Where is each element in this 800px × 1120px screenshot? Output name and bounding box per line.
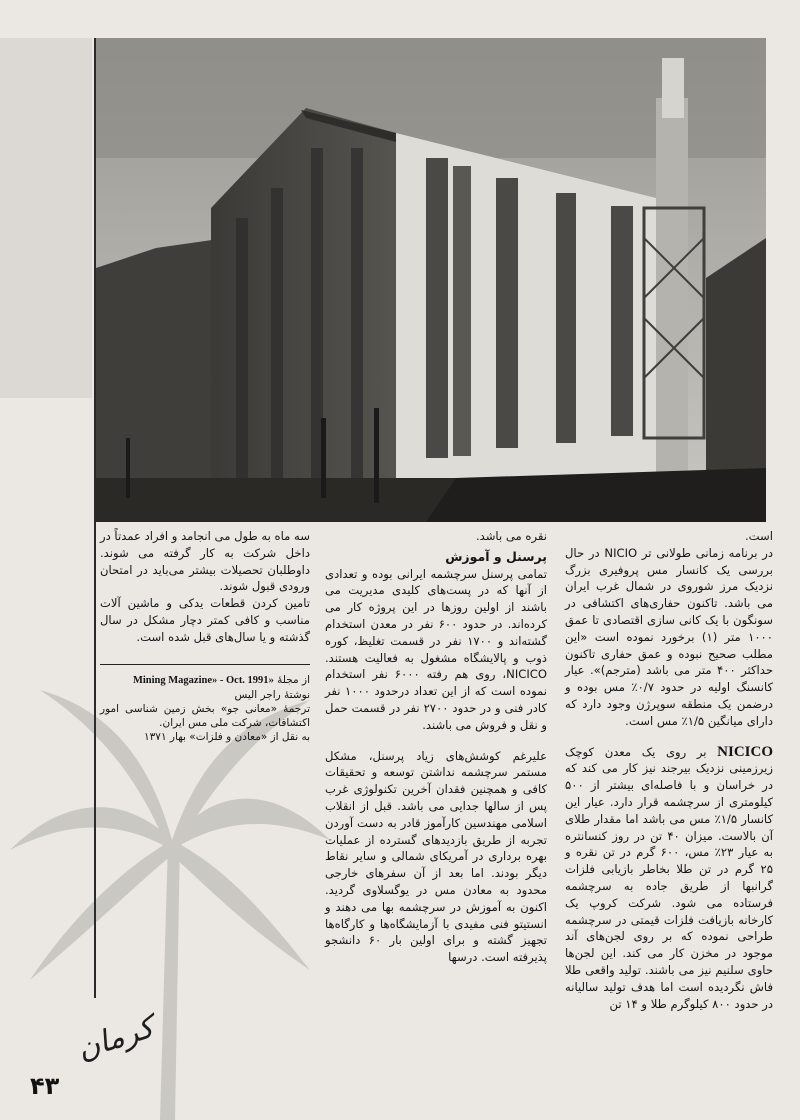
paragraph-courses: سه ماه به طول می انجامد و افراد عمدتاً در داخل شرکت به کار گرفته می شوند. داوطلبان تحصیلات بیشتر می‌باید در امتحان ورودی قبول شوند.	[99, 529, 310, 594]
paragraph-training: علیرغم کوشش‌های زیاد پرسنل، مشکل مستمر سرچشمه نداشتن توسعه و تحقیقات کافی و همچنین فقدان آخرین تکنولوژی غرب پس از سالها جدایی می باشد. قبل از انقلاب اسلامی مهندسین کارآموز قادر به دست آوردن تجربه از طریق بازدیدهای گسترده از عملیات بهره برداری در آمریکای شمالی و سایر نقاط دیگر بودند. اما بعد از آن سفرهای خارجی محدود به معادن مس در یوگسلاوی گردید. اکنون به آموزش در سرچشمه بها می دهند و انستیتو فنی مفیدی با آزمایشگاه‌ها و کارگاه‌ها تجهیز گشته و برای اولین بار ۶۰ دانشجو پذیرفته است. درسها	[325, 748, 547, 965]
source-reprint: به نقل از «معادن و فلزات» بهار ۱۳۷۱	[144, 730, 310, 743]
kerman-logo: کرمان	[72, 1009, 159, 1068]
text-column-middle	[325, 528, 547, 966]
page-number: ۴۳	[30, 1072, 60, 1100]
paragraph-personnel: تمامی پرسنل سرچشمه ایرانی بوده و تعدادی از آنها که در پست‌های کلیدی مدیریت می باشند از اولین روزها در این پروژه کار می کرده‌اند. در حدود ۶۰۰ نفر در معدن استخدام گشته‌اند و ۱۷۰۰ نفر در قسمت تغلیظ، کوره ذوب و پالایشگاه مشغول به فعالیت هستند. NICICO، روی هم رفته ۶۰۰۰ نفر استخدام نموده است که از این تعداد درحدود ۱۰۰۰ نفر کادر فنی و در حدود ۲۷۰۰ نفر در قسمت حمل و نقل و فروش می باشند.	[325, 566, 547, 732]
source-credits	[100, 673, 310, 744]
factory-building-photo	[96, 38, 766, 522]
source-author: نوشتهٔ راجر الیس	[234, 688, 310, 701]
text-column-left	[100, 528, 310, 744]
paragraph-body: بر روی یک معدن کوچک زیرزمینی نزدیک بیرجند نیز کار می کند که در خراسان و با فاصله‌ای بیشتر از ۵۰۰ کیلومتری از سرچشمه قرار دارد. عیار این کانسار ۱/۵٪ مس می باشد اما مقدار طلای آن بالاست. میزان ۴۰ تن در روز کنسانتره به عیار ۲۳٪ مس، ۶۰۰ گرم در تن نقره و ۲۵ گرم در تن طلا بخاطر بازیابی فلزات گرانبها از طریق جاده به سرچشمه فرستاده می شود. شرکت کروپ یک کارخانه بازیافت فلزات قیمتی در سرچشمه طراحی نموده که بر روی لجن‌های آند موجود در مخزن کار می کند. این لجن‌ها حاوی سلنیم نیز می باشند. تولید واقعی طلا فاش نگردیده است اما هدف تولید سالیانه در حدود ۸۰۰ کیلوگرم طلا و ۱۴ تن	[565, 744, 773, 1011]
section-heading-personnel: پرسنل و آموزش	[445, 548, 547, 564]
paragraph-nicico-birjand	[565, 744, 773, 1013]
paragraph-carryover: است.	[744, 529, 773, 543]
text-column-right	[565, 528, 773, 1012]
source-divider	[100, 664, 310, 665]
paragraph-sungun: در برنامه زمانی طولانی تر NICIO در حال بررسی یک کانسار مس پروفیری بزرگ نزدیک مرز شوروی در شمال غرب ایران می باشد. تاکنون حفاری‌های اکتشافی در سونگون با یک کانی سازی اقتصادی تا عمق ۱۰۰۰ متر (۱) برخورد نموده است «این مطلب صحیح نبوده و عمق حفاری تاکنون حداکثر ۴۰۰ متر می باشد (مترجم)». عیار کانسنگ اولیه در حدود ۰/۷٪ مس بوده و درضمن یک منطقه سوپرژن وجود دارد که دارای میانگین ۱/۵٪ مس است.	[565, 545, 774, 728]
source-translator: ترجمهٔ «معانی جو» بخش زمین شناسی امور اکتشافات، شرکت ملی مس ایران.	[100, 702, 310, 729]
source-magazine: از مجلهٔ «Mining Magazine» - Oct. 1991	[132, 673, 310, 686]
facing-page-bleed	[0, 38, 92, 398]
lead-word: NICICO	[717, 743, 773, 760]
paragraph-spare-parts: تامین کردن قطعات یدکی و ماشین آلات مناسب و کافی کمتر دچار مشکل در سال گذشته و یا سال‌های قبل شده است.	[100, 596, 310, 644]
paragraph-carryover: نقره می باشد.	[475, 529, 547, 543]
